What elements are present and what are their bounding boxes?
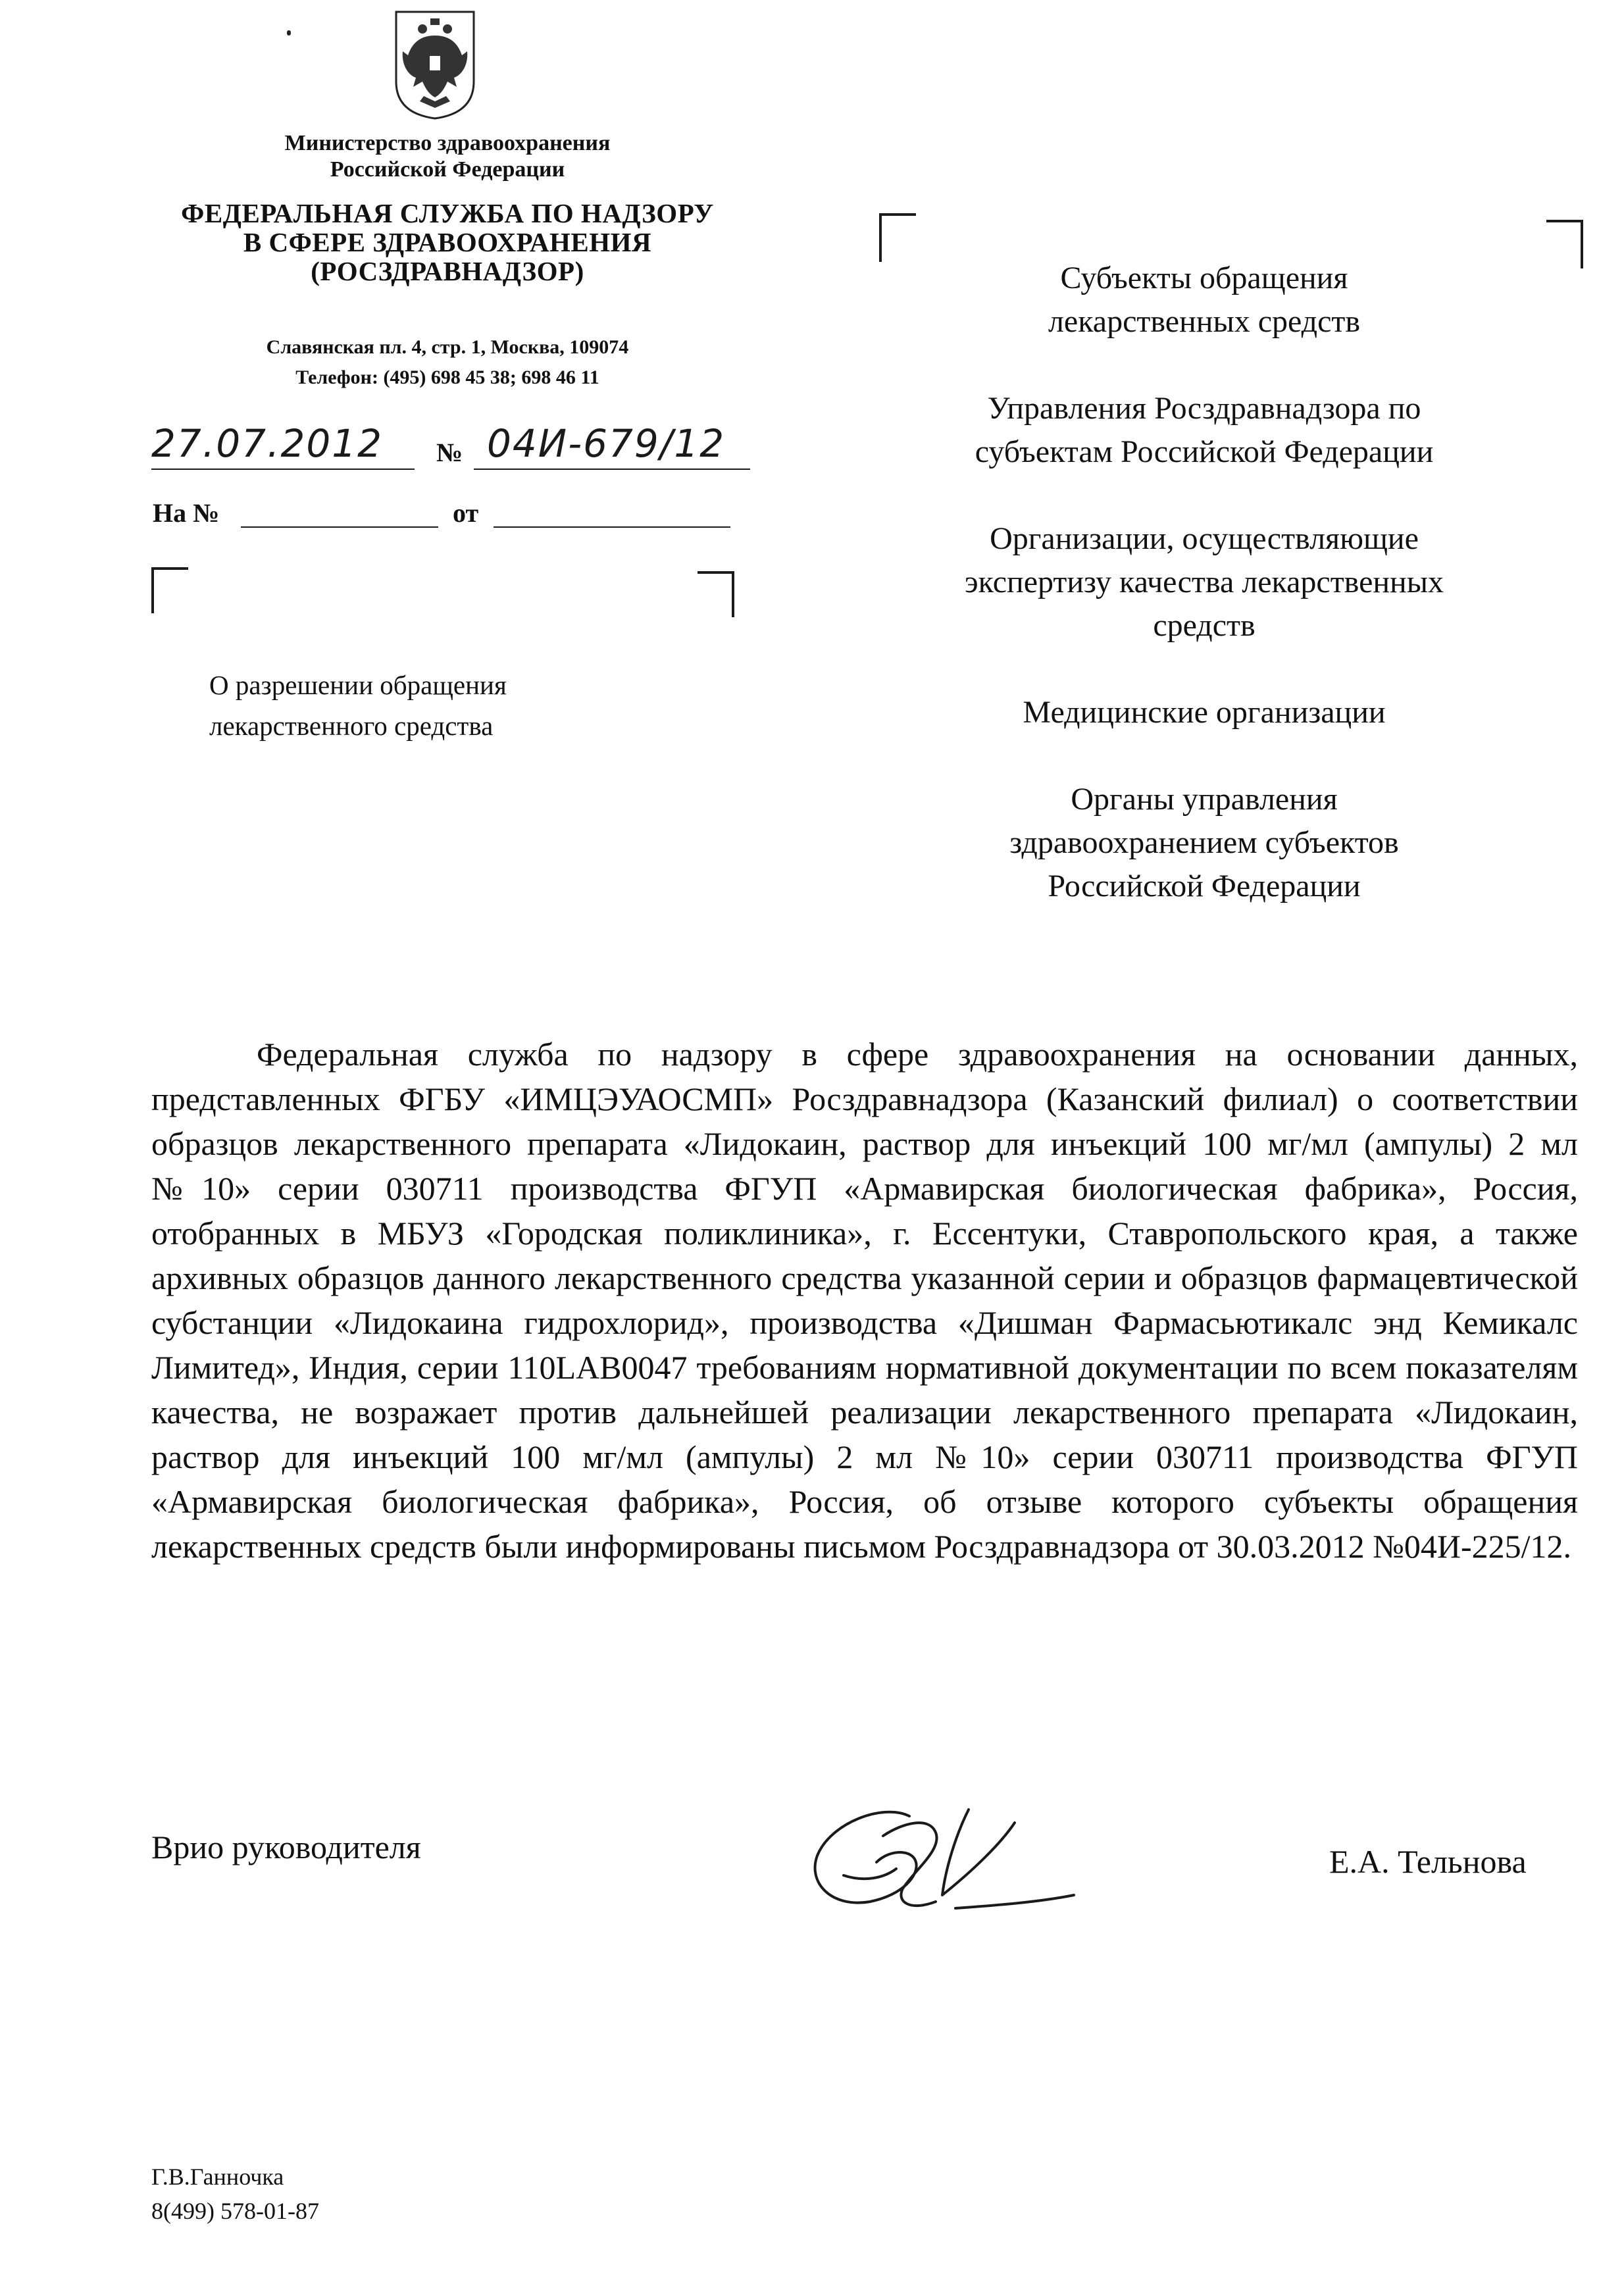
addressee-line: здравоохранением субъектов [1009,825,1399,860]
addressee-line: лекарственных средств [1048,304,1361,339]
executor-phone: 8(499) 578-01-87 [151,2198,319,2224]
registration-number: 04И-679/12 [487,421,726,466]
addressee-group [875,387,1533,474]
addressee-line: Субъекты обращения [1060,261,1348,295]
addressee-line: Российской Федерации [1048,869,1361,903]
addressee-group [875,257,1533,343]
ministry-line-2: Российской Федерации [330,157,565,182]
subject-line-2: лекарственного средства [209,711,494,741]
executor-info [151,2160,319,2228]
coat-of-arms-emblem [393,9,476,121]
addressee-line: Управления Росздравнадзора по [987,391,1421,426]
signatory-name: Е.А. Тельнова [1329,1843,1527,1880]
reference-date-label: от [453,498,479,528]
signatory-position: Врио руководителя [151,1829,421,1865]
letter-subject [209,665,507,746]
addressee-group [875,778,1533,908]
reference-number-label: На № [153,498,220,528]
addressee-line: Органы управления [1071,782,1338,817]
subject-corner-right [698,571,734,617]
scan-speck [287,30,291,36]
phone-numbers: Телефон: (495) 698 45 38; 698 46 11 [295,367,599,388]
addressee-line: субъектам Российской Федерации [975,434,1434,469]
subject-line-1: О разрешении обращения [209,670,507,700]
registration-number-label: № [436,438,463,467]
executor-name: Г.В.Ганночка [151,2164,284,2190]
service-line-1: ФЕДЕРАЛЬНАЯ СЛУЖБА ПО НАДЗОРУ [181,198,714,228]
service-line-2: В СФЕРЕ ЗДРАВООХРАНЕНИЯ [243,227,652,257]
addressee-corner-left [879,213,916,262]
addressee-line: экспертизу качества лекарственных [965,565,1444,599]
reference-number-blank [241,526,438,528]
reference-date-blank [494,526,730,528]
registration-date: 27.07.2012 [151,421,384,466]
postal-address: Славянская пл. 4, стр. 1, Москва, 109074 [266,336,629,358]
number-underline [474,469,750,470]
date-underline [151,469,415,470]
handwritten-signature [804,1796,1080,1928]
addressee-group [875,517,1533,647]
ministry-line-1: Министерство здравоохранения [284,131,611,155]
addressee-line: Медицинские организации [1023,695,1386,730]
addressee-group [875,691,1533,734]
ministry-name [0,130,895,183]
address-block [0,332,895,393]
addressee-corner-right [1546,220,1583,268]
addressee-line: Организации, осуществляющие [990,521,1419,556]
letter-body: Федеральная служба по надзору в сфере здравоохранения на основании данных, представленных ФГБУ «ИМЦЭУАОСМП» Росздравнадзора (Казанский филиал) о соответствии образцов лекарственного препарата «Лидокаин, раствор для инъекций 100 мг/мл (ампулы) 2 мл №10» серии 030711 производства ФГУП «Армавирская биологическая фабрика», Россия, отобранных в МБУЗ «Городская поликлиника», г. Ессентуки, Ставропольского края, а также архивных образцов данного лекарственного средства указанной серии и образцов фармацевтической субстанции «Лидокаина гидрохлорид», производства «Дишман Фармасьютикалс энд Кемикалс Лимитед», Индия, серии 110LAB0047 требованиям нормативной документации по всем показателям качества, не возражает против дальнейшей реализации лекарственного препарата «Лидокаин, раствор для инъекций 100 мг/мл (ампулы) 2 мл №10» серии 030711 производства ФГУП «Армавирская биологическая фабрика», Россия, об отзыве которого субъекты обращения лекарственных средств были информированы письмом Росздравнадзора от 30.03.2012 №04И-225/12. [151,1036,1578,1565]
addressee-line: средств [1153,608,1256,643]
service-name [0,199,895,286]
subject-corner-left [151,567,188,613]
addressee-list [875,257,1533,951]
service-line-3: (РОСЗДРАВНАДЗОР) [311,256,584,286]
